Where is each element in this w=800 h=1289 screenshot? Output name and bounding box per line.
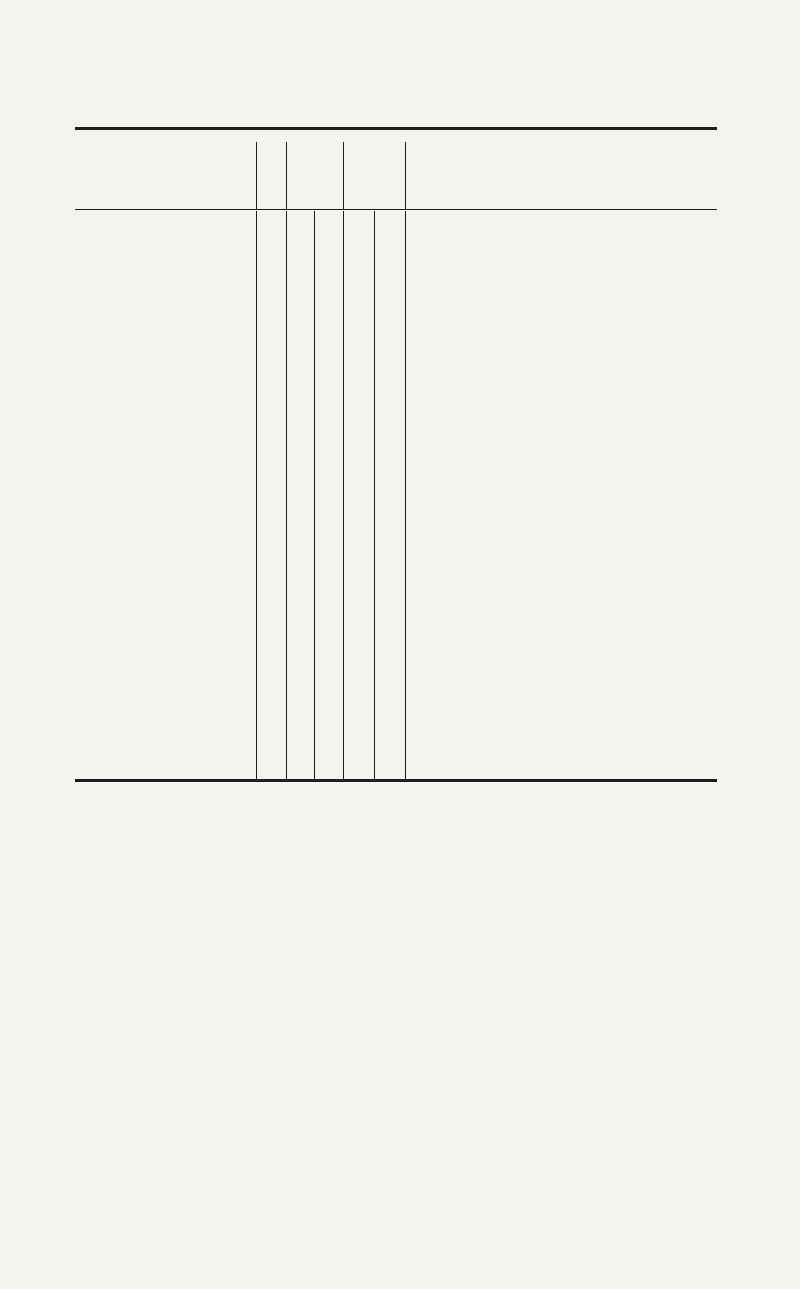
- table-bottom-rule: [75, 779, 717, 782]
- col-divider: [286, 142, 287, 209]
- col-divider: [314, 211, 315, 779]
- col-divider: [256, 142, 257, 209]
- col-divider: [343, 211, 344, 779]
- header-rule: [75, 209, 717, 210]
- col-divider: [286, 211, 287, 779]
- col-divider: [405, 142, 406, 209]
- col-divider: [343, 142, 344, 209]
- col-divider: [374, 211, 375, 779]
- col-divider: [256, 211, 257, 779]
- header-total: [259, 140, 284, 204]
- col-divider: [405, 211, 406, 779]
- table-top-rule: [75, 127, 717, 130]
